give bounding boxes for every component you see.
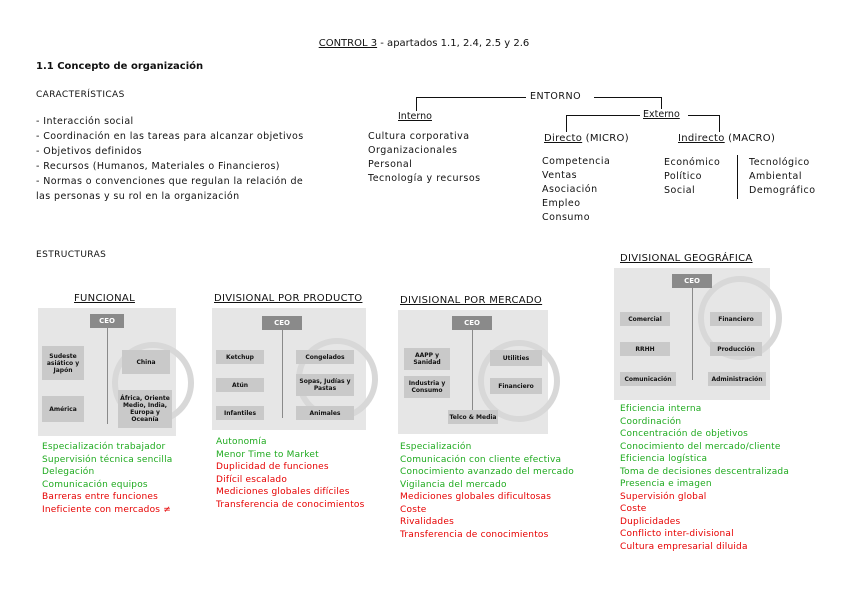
pro-item: Toma de decisiones descentralizada (620, 466, 790, 477)
org-node: RRHH (620, 342, 670, 356)
list-item: Empleo (542, 198, 581, 209)
org-node: Sopas, Judías y Pastas (296, 374, 354, 396)
con-item: Coste (400, 504, 427, 515)
pro-item: Delegación (42, 467, 95, 477)
pro-item: Conocimiento del mercado/cliente (620, 441, 781, 452)
indirecto-label: Indirecto (MACRO) (678, 133, 776, 144)
org-node: CEO (90, 314, 124, 328)
org-node: África, Oriente Medio, India, Europa y Oceanía (118, 390, 172, 428)
geografica-list (620, 403, 789, 553)
con-item: Transferencia de conocimientos (216, 499, 365, 510)
tree-line (594, 97, 662, 98)
tree-line (566, 115, 567, 132)
con-item: Supervisión global (620, 491, 707, 502)
list-item: - Objetivos definidos (36, 146, 142, 157)
producto-title: DIVISIONAL POR PRODUCTO (214, 293, 363, 304)
list-item: - Normas o convenciones que regulan la relación de (36, 176, 304, 187)
con-item: Cultura empresarial diluida (620, 541, 748, 552)
tree-line (661, 97, 662, 109)
org-node: Producción (710, 342, 762, 356)
list-item: Ventas (542, 170, 578, 181)
pro-item: Coordinación (620, 416, 682, 427)
list-item: Ambiental (749, 171, 802, 182)
producto-org-chart (212, 308, 366, 430)
org-line (692, 288, 693, 380)
pro-item: Concentración de objetivos (620, 429, 749, 439)
org-node: AAPP y Sanidad (404, 348, 450, 370)
externo-label: Externo (643, 109, 680, 120)
org-line (472, 330, 473, 418)
org-node: Industria y Consumo (404, 376, 450, 398)
list-item: Social (664, 185, 696, 196)
list-item: - Coordinación en las tareas para alcanzar objetivos (36, 131, 304, 142)
list-item: Organizacionales (368, 145, 458, 156)
org-node: Telco & Media (448, 410, 498, 424)
producto-list (216, 436, 365, 511)
title-main: CONTROL 3 (318, 38, 378, 49)
org-node: China (122, 350, 170, 374)
org-node: Financiero (710, 312, 762, 326)
document-title (0, 38, 848, 49)
con-item: Difícil escalado (216, 474, 288, 485)
list-item: - Recursos (Humanos, Materiales o Financieros) (36, 161, 280, 172)
con-item: Ineficiente con mercados ≠ (42, 504, 171, 515)
org-line (107, 328, 108, 424)
tree-line (688, 115, 720, 116)
mercado-org-chart (398, 310, 548, 434)
list-item: Tecnológico (749, 157, 810, 168)
list-item: Asociación (542, 184, 598, 195)
pro-item: Conocimiento avanzado del mercado (400, 467, 574, 477)
funcional-list (42, 441, 173, 516)
org-node: Comercial (620, 312, 670, 326)
org-node: América (42, 396, 84, 422)
directo-label: Directo (MICRO) (544, 133, 629, 144)
entorno-title: ENTORNO (530, 91, 582, 102)
interno-label: Interno (398, 111, 432, 122)
pro-item: Especialización trabajador (42, 442, 166, 452)
list-item: Consumo (542, 212, 591, 223)
pro-item: Eficiencia logística (620, 454, 708, 464)
pro-item: Comunicación equipos (42, 479, 148, 490)
pro-item: Comunicación con cliente efectiva (400, 454, 562, 465)
pro-item: Supervisión técnica sencilla (42, 454, 173, 465)
con-item: Transferencia de conocimientos (400, 529, 549, 540)
tree-line (416, 97, 417, 111)
indirecto-list-2 (749, 156, 816, 198)
con-item: Duplicidad de funciones (216, 462, 329, 472)
list-item: las personas y su rol en la organización (36, 191, 240, 202)
estructuras-heading: ESTRUCTURAS (36, 250, 107, 260)
geografica-title: DIVISIONAL GEOGRÁFICA (620, 253, 753, 264)
org-node: Ketchup (216, 350, 264, 364)
indirecto-list-1 (664, 156, 720, 198)
caracteristicas-list (36, 114, 304, 204)
divider (737, 155, 738, 199)
tree-line (416, 97, 526, 98)
pro-item: Menor Time to Market (216, 449, 319, 460)
con-item: Conflicto inter-divisional (620, 529, 734, 539)
list-item: Político (664, 171, 702, 182)
tree-line (719, 115, 720, 132)
list-item: Tecnología y recursos (368, 173, 481, 184)
con-item: Coste (620, 504, 647, 514)
mercado-title: DIVISIONAL POR MERCADO (400, 295, 543, 306)
section-heading: 1.1 Concepto de organización (36, 61, 204, 72)
caracteristicas-heading: CARACTERÍSTICAS (36, 90, 125, 100)
org-node: Utilities (490, 350, 542, 366)
list-item: Competencia (542, 156, 611, 167)
directo-list (542, 155, 610, 225)
funcional-org-chart (38, 308, 176, 436)
org-node: Comunicación (620, 372, 676, 386)
con-item: Rivalidades (400, 517, 454, 527)
org-node: CEO (262, 316, 302, 330)
interno-list (368, 130, 481, 186)
pro-item: Eficiencia interna (620, 404, 702, 414)
mercado-list (400, 441, 574, 541)
list-item: Personal (368, 159, 413, 170)
pro-item: Presencia e imagen (620, 479, 712, 489)
org-node: CEO (672, 274, 712, 288)
title-rest: - apartados 1.1, 2.4, 2.5 y 2.6 (377, 38, 530, 49)
pro-item: Vigilancia del mercado (400, 479, 507, 490)
org-node: Animales (296, 406, 354, 420)
pro-item: Autonomía (216, 437, 267, 447)
list-item: - Interacción social (36, 116, 134, 127)
list-item: Demográfico (749, 185, 816, 196)
org-node: Sudeste asiático y Japón (42, 346, 84, 380)
con-item: Duplicidades (620, 516, 681, 527)
tree-line (566, 115, 640, 116)
org-node: Administración (708, 372, 766, 386)
con-item: Mediciones globales dificultosas (400, 492, 552, 502)
org-line (282, 330, 283, 418)
org-node: Financiero (490, 378, 542, 394)
org-node: Infantiles (216, 406, 264, 420)
org-node: Atún (216, 378, 264, 392)
funcional-title: FUNCIONAL (74, 293, 135, 304)
con-item: Mediciones globales difíciles (216, 487, 350, 497)
list-item: Económico (664, 157, 721, 168)
pro-item: Especialización (400, 442, 472, 452)
org-node: Congelados (296, 350, 354, 364)
geografica-org-chart (614, 268, 770, 400)
list-item: Cultura corporativa (368, 131, 470, 142)
org-node: CEO (452, 316, 492, 330)
con-item: Barreras entre funciones (42, 492, 158, 502)
